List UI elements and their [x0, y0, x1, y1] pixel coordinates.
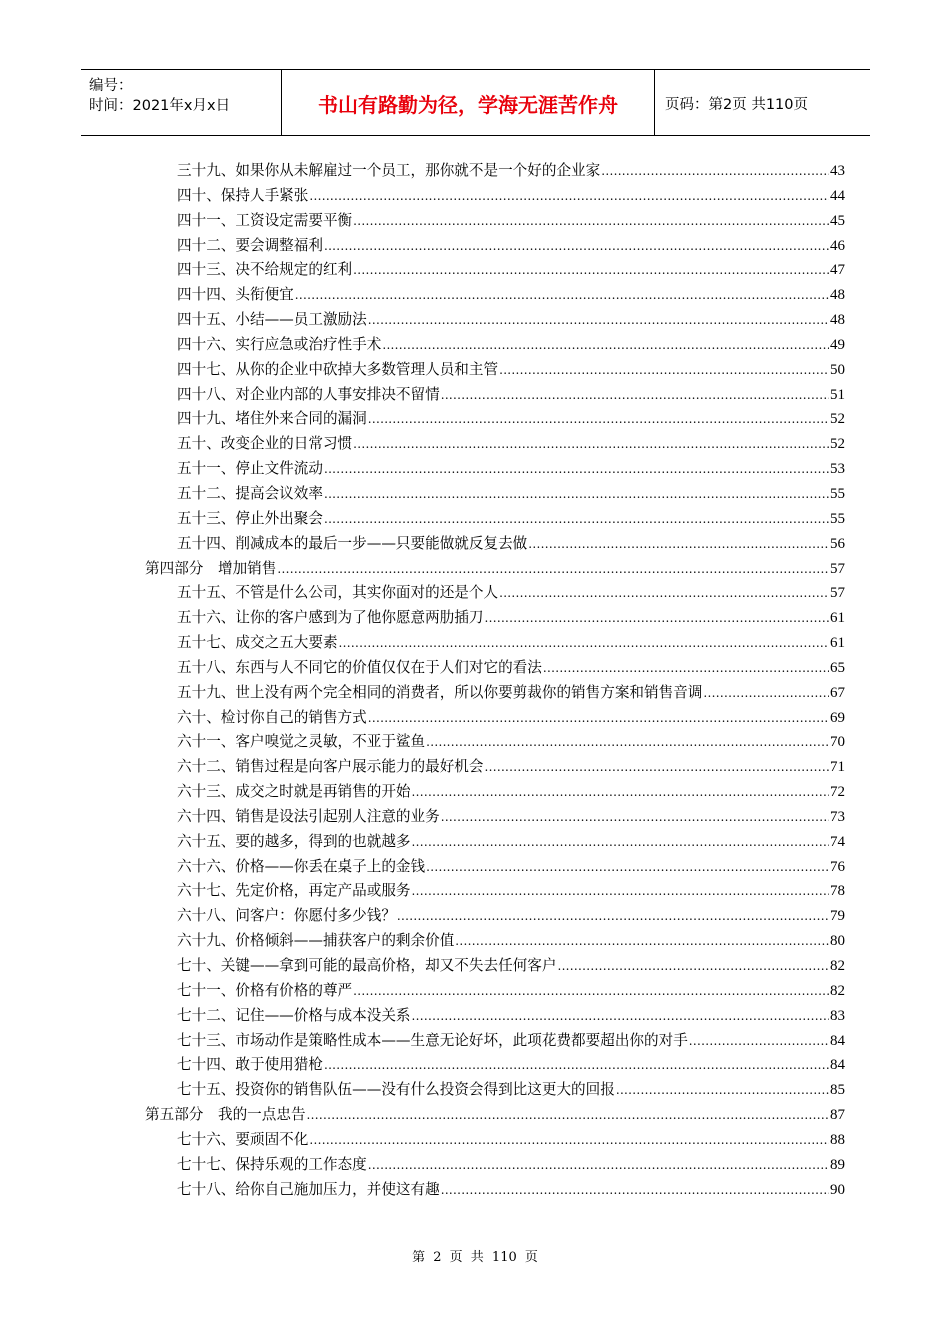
toc-entry-title: 七十六、要顽固不化	[177, 1130, 309, 1148]
toc-page-number: 61	[830, 635, 845, 652]
toc-entry[interactable]	[145, 532, 845, 557]
toc-dot-leader	[309, 1128, 829, 1153]
toc-entry-title: 四十八、对企业内部的人事安排决不留情	[177, 385, 440, 403]
toc-entry[interactable]	[145, 631, 845, 656]
toc-dot-leader	[703, 681, 829, 706]
toc-dot-leader	[441, 383, 829, 408]
toc-page-number: 71	[830, 759, 845, 776]
toc-page-number: 74	[830, 833, 845, 850]
toc-entry[interactable]	[145, 407, 845, 432]
document-number-label: 编号：	[89, 78, 133, 94]
toc-dot-leader	[324, 457, 829, 482]
toc-entry-title: 四十一、工资设定需要平衡	[177, 211, 353, 229]
toc-page-number: 48	[830, 287, 845, 304]
toc-page-number: 83	[830, 1007, 845, 1024]
toc-dot-leader	[412, 830, 829, 855]
toc-page-number: 67	[830, 684, 845, 701]
toc-entry-title: 六十七、先定价格，再定产品或服务	[177, 882, 411, 900]
toc-entry[interactable]	[145, 333, 845, 358]
toc-entry[interactable]	[145, 1004, 845, 1029]
toc-dot-leader	[307, 1103, 829, 1128]
toc-page-number: 84	[830, 1057, 845, 1074]
toc-entry[interactable]	[145, 929, 845, 954]
toc-entry-title: 五十二、提高会议效率	[177, 484, 323, 502]
toc-entry[interactable]	[145, 706, 845, 731]
toc-page-number: 90	[830, 1181, 845, 1198]
toc-entry-title: 六十八、问客户：你愿付多少钱？	[177, 907, 396, 925]
toc-dot-leader	[368, 308, 829, 333]
toc-dot-leader	[353, 258, 829, 283]
toc-page-number: 88	[830, 1131, 845, 1148]
toc-entry[interactable]	[145, 879, 845, 904]
toc-entry[interactable]	[145, 1078, 845, 1103]
toc-entry[interactable]	[145, 581, 845, 606]
toc-dot-leader	[455, 929, 829, 954]
toc-entry[interactable]	[145, 258, 845, 283]
toc-dot-leader	[339, 631, 829, 656]
toc-dot-leader	[412, 780, 829, 805]
toc-entry-title: 七十八、给你自己施加压力，并使这有趣	[177, 1180, 440, 1198]
toc-entry[interactable]	[145, 358, 845, 383]
toc-entry[interactable]	[145, 755, 845, 780]
toc-page-number: 44	[830, 187, 845, 204]
toc-entry[interactable]	[145, 979, 845, 1004]
toc-page-number: 52	[830, 411, 845, 428]
toc-entry[interactable]	[145, 457, 845, 482]
toc-dot-leader	[277, 557, 829, 582]
header-motto: 书山有路勤为径，学海无涯苦作舟	[282, 70, 655, 135]
toc-entry-title: 五十五、不管是什么公司，其实你面对的还是个人	[177, 584, 499, 602]
toc-entry[interactable]	[145, 830, 845, 855]
toc-entry-title: 四十、保持人手紧张	[177, 186, 309, 204]
toc-page-number: 79	[830, 908, 845, 925]
toc-entry[interactable]	[145, 308, 845, 333]
toc-entry-title: 五十七、成交之五大要素	[177, 634, 338, 652]
toc-page-number: 84	[830, 1032, 845, 1049]
toc-entry-title: 七十四、敢于使用猎枪	[177, 1056, 323, 1074]
toc-dot-leader	[601, 159, 829, 184]
toc-entry-title: 七十二、记住——价格与成本没关系	[177, 1006, 411, 1024]
toc-entry[interactable]	[145, 1153, 845, 1178]
toc-page-number: 89	[830, 1156, 845, 1173]
toc-entry-title: 七十七、保持乐观的工作态度	[177, 1155, 367, 1173]
toc-page-number: 49	[830, 336, 845, 353]
toc-page-number: 80	[830, 933, 845, 950]
toc-entry[interactable]	[145, 656, 845, 681]
toc-dot-leader	[324, 1053, 829, 1078]
toc-entry[interactable]	[145, 1029, 845, 1054]
toc-page-number: 57	[830, 585, 845, 602]
toc-entry-title: 三十九、如果你从未解雇过一个员工，那你就不是一个好的企业家	[177, 162, 601, 179]
toc-dot-leader	[368, 407, 829, 432]
toc-entry-title: 四十三、决不给规定的红利	[177, 261, 353, 279]
page-header	[81, 69, 870, 136]
toc-entry[interactable]	[145, 681, 845, 706]
toc-page-number: 47	[830, 262, 845, 279]
toc-dot-leader	[557, 954, 829, 979]
toc-entry[interactable]	[145, 283, 845, 308]
toc-entry[interactable]	[145, 606, 845, 631]
toc-page-number: 72	[830, 784, 845, 801]
toc-dot-leader	[368, 706, 829, 731]
toc-dot-leader	[412, 1004, 829, 1029]
toc-entry-title: 五十九、世上没有两个完全相同的消费者，所以你要剪裁你的销售方案和销售音调	[177, 683, 703, 701]
toc-page-number: 69	[830, 709, 845, 726]
toc-entry-title: 四十五、小结——员工激励法	[177, 311, 367, 329]
toc-dot-leader	[689, 1029, 829, 1054]
toc-entry-title: 七十三、市场动作是策略性成本——生意无论好坏，此项花费都要超出你的对手	[177, 1031, 688, 1049]
toc-entry[interactable]	[145, 954, 845, 979]
document-time-label: 时间：2021年x月x日	[89, 98, 231, 114]
toc-entry-title: 六十三、成交之时就是再销售的开始	[177, 783, 411, 801]
toc-dot-leader	[324, 482, 829, 507]
toc-page-number: 45	[830, 212, 845, 229]
toc-page-number: 48	[830, 312, 845, 329]
toc-dot-leader	[484, 755, 829, 780]
toc-dot-leader	[426, 855, 829, 880]
toc-entry-title: 四十九、堵住外来合同的漏洞	[177, 410, 367, 428]
toc-page-number: 65	[830, 659, 845, 676]
toc-page-number: 78	[830, 883, 845, 900]
toc-entry-title: 七十五、投资你的销售队伍——没有什么投资会得到比这更大的回报	[177, 1081, 615, 1099]
toc-page-number: 55	[830, 510, 845, 527]
toc-entry-title: 五十三、停止外出聚会	[177, 509, 323, 527]
toc-entry-title: 七十一、价格有价格的尊严	[177, 981, 353, 999]
toc-entry-title: 五十一、停止文件流动	[177, 460, 323, 478]
toc-entry-title: 五十六、让你的客户感到为了他你愿意两肋插刀	[177, 609, 484, 627]
toc-entry[interactable]	[145, 159, 845, 184]
toc-page-number: 55	[830, 485, 845, 502]
toc-dot-leader	[324, 507, 829, 532]
toc-dot-leader	[324, 234, 829, 259]
toc-entry[interactable]	[145, 730, 845, 755]
toc-dot-leader	[499, 581, 829, 606]
toc-dot-leader	[397, 904, 829, 929]
toc-entry[interactable]	[145, 383, 845, 408]
toc-dot-leader	[528, 532, 829, 557]
toc-entry[interactable]	[145, 234, 845, 259]
toc-entry-title: 六十四、销售是设法引起别人注意的业务	[177, 807, 440, 825]
toc-dot-leader	[499, 358, 829, 383]
toc-dot-leader	[368, 1153, 829, 1178]
toc-entry-title: 六十二、销售过程是向客户展示能力的最好机会	[177, 758, 484, 776]
toc-entry[interactable]	[145, 209, 845, 234]
toc-page-number: 56	[830, 535, 845, 552]
toc-entry[interactable]	[145, 855, 845, 880]
toc-entry[interactable]	[145, 1053, 845, 1078]
toc-dot-leader	[353, 209, 829, 234]
toc-entry-title: 四十四、头衔便宜	[177, 286, 294, 304]
toc-dot-leader	[353, 979, 829, 1004]
toc-entry[interactable]	[145, 482, 845, 507]
toc-entry[interactable]	[145, 904, 845, 929]
toc-dot-leader	[426, 730, 829, 755]
toc-dot-leader	[353, 432, 829, 457]
toc-page-number: 73	[830, 808, 845, 825]
toc-entry-title: 五十四、削减成本的最后一步——只要能做就反复去做	[177, 534, 528, 552]
toc-page-number: 87	[830, 1107, 845, 1124]
toc-page-number: 57	[830, 560, 845, 577]
toc-dot-leader	[309, 184, 829, 209]
toc-page-number: 52	[830, 436, 845, 453]
toc-entry-title: 五十八、东西与人不同它的价值仅仅在于人们对它的看法	[177, 658, 542, 676]
toc-dot-leader	[441, 1178, 829, 1203]
toc-entry[interactable]	[145, 780, 845, 805]
toc-entry-title: 七十、关键——拿到可能的最高价格，却又不失去任何客户	[177, 957, 557, 974]
toc-entry-title: 五十、改变企业的日常习惯	[177, 435, 353, 453]
toc-page-number: 82	[830, 958, 845, 974]
toc-entry[interactable]	[145, 805, 845, 830]
toc-page-number: 53	[830, 461, 845, 478]
header-meta	[81, 70, 282, 135]
toc-entry[interactable]	[145, 1128, 845, 1153]
toc-page-number: 43	[830, 163, 845, 179]
toc-entry-title: 六十九、价格倾斜——捕获客户的剩余价值	[177, 932, 455, 950]
toc-page-number: 51	[830, 386, 845, 403]
toc-entry-title: 六十一、客户嗅觉之灵敏，不亚于鲨鱼	[177, 733, 426, 751]
toc-entry-title: 第四部分 增加销售	[145, 559, 277, 577]
table-of-contents	[145, 159, 845, 1202]
toc-entry-title: 第五部分 我的一点忠告	[145, 1106, 306, 1124]
toc-entry-title: 六十六、价格——你丢在桌子上的金钱	[177, 857, 426, 875]
toc-entry[interactable]	[145, 432, 845, 457]
toc-part-heading[interactable]	[145, 1103, 845, 1128]
toc-entry-title: 六十、检讨你自己的销售方式	[177, 708, 367, 726]
toc-page-number: 76	[830, 858, 845, 875]
toc-dot-leader	[616, 1078, 829, 1103]
toc-dot-leader	[382, 333, 829, 358]
toc-page-number: 61	[830, 610, 845, 627]
header-page-number: 页码：第2页 共110页	[665, 97, 809, 113]
toc-dot-leader	[543, 656, 829, 681]
toc-page-number: 85	[830, 1082, 845, 1099]
toc-entry[interactable]	[145, 1178, 845, 1203]
toc-page-number: 50	[830, 361, 845, 378]
toc-page-number: 82	[830, 982, 845, 999]
toc-page-number: 70	[830, 734, 845, 751]
toc-entry-title: 四十七、从你的企业中砍掉大多数管理人员和主管	[177, 360, 499, 378]
toc-part-heading[interactable]	[145, 557, 845, 582]
toc-page-number: 46	[830, 237, 845, 254]
page-footer: 第 2 页 共 110 页	[412, 1250, 538, 1265]
toc-entry[interactable]	[145, 507, 845, 532]
toc-entry-title: 六十五、要的越多，得到的也就越多	[177, 832, 411, 850]
toc-dot-leader	[295, 283, 829, 308]
toc-dot-leader	[441, 805, 829, 830]
toc-dot-leader	[412, 879, 829, 904]
toc-entry[interactable]	[145, 184, 845, 209]
toc-entry-title: 四十六、实行应急或治疗性手术	[177, 335, 382, 353]
toc-dot-leader	[484, 606, 829, 631]
toc-entry-title: 四十二、要会调整福利	[177, 236, 323, 254]
